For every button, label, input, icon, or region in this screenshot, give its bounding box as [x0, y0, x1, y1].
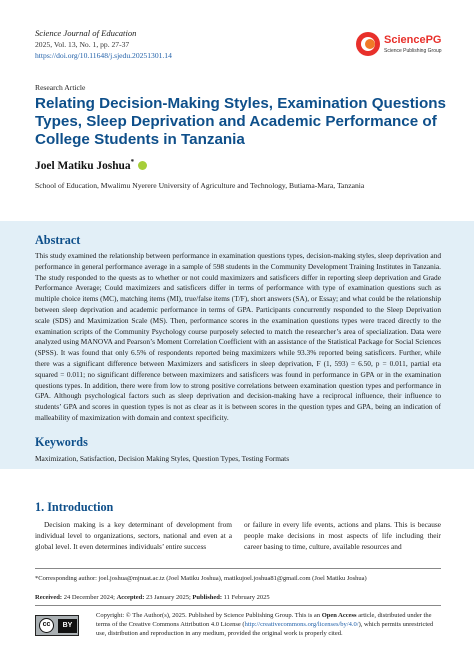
introduction-heading: 1. Introduction: [35, 500, 114, 514]
copyright-part-3: ), which permits unrestricted use, distribution and reproduction in any medium, provided the original work is properly cited.: [96, 620, 434, 637]
article-type: Research Article: [35, 83, 86, 92]
published-date: 11 February 2025: [223, 594, 270, 601]
corresponding-label: *Corresponding author:: [35, 575, 97, 582]
author-line: [35, 158, 147, 172]
sciencepg-logo-icon: [355, 31, 381, 57]
cc-by-license-icon[interactable]: [35, 615, 79, 636]
journal-name: Science Journal of Education: [35, 28, 137, 38]
publisher-name: SciencePG: [384, 34, 442, 46]
abstract-text: This study examined the relationship between performance in examination questions types, decision-making styles, sleep deprivation and performance in general performance average in a sample of 598 students in the Community Development Training Institutes in Tanzania. The study responded to the quests as to whether or not could maximizers and satisficers differ in reporting sleep deprivation and Grade Performance Average; Could maximizers and satisficers differ in terms of performance with type of examination questions such as multiple choice items (MC), matching items (MI), true/false items (T/F), short answers (SA), or Essay; and what could be the relationship between sleep deprivation and academic performance in terms of GPA. Participants concurrently responded to the Sleep Deprivation scale (SDS) and Maximization Scale (MS). Then, performance scores in the examination questions types were traced directly to the examination scripts of the Community Psychology course purposely selected to match the researcher’s area of specialization. Data were analyzed using MANOVA and Pearson’s Moment Correlation Coefficient with an assistance of the Statistical Package for Social Sciences (SPSS). It was found that only 6.5% of respondents reported being maximizers while 93.3% reported being satisficers. Further, while there was a significant difference between Maximizers and satisficers in sleep deprivation, F (1, 593) = 6.50, p = 0.011, partial eta squared = 0.011; no significant difference between maximizers and satisficers was found in performance in GPA or in the examination questions types. In addition, there were from low to strong positive correlations between examination question types and performance in GPA. Although psychological factors such as sleep deprivation and decision-making have a reciprocal influence, their influence to students’ GPA and scores in question types is not as clear as it is between scores in the question types and GPA, being an indication of malleability of maximization with domain and context specificity.: [35, 251, 441, 422]
received-label: Received:: [35, 594, 63, 601]
introduction-right-column: or failure in every life events, actions and plans. This is because people make decisions in most aspects of life including their career basing to time, culture, available resources and: [244, 520, 441, 551]
abstract-heading: Abstract: [35, 233, 81, 247]
license-link[interactable]: http://creativecommons.org/licenses/by/4.0/: [244, 620, 359, 628]
copyright-part-2: article, distributed under the terms of the Creative Commons Attribution 4.0 License (: [96, 612, 432, 628]
publisher-subtitle: Science Publishing Group: [384, 48, 442, 54]
corresponding-emails[interactable]: joel.joshua@mjnuat.ac.tz (Joel Matiku Joshua), matikujoel.joshua81@gmail.com (Joel Matiku Joshua): [98, 575, 367, 582]
keywords-heading: Keywords: [35, 435, 88, 449]
corresponding-footnote: [35, 575, 367, 582]
copyright-part-1: Copyright: © The Author(s), 2025. Published by Science Publishing Group. This is an: [96, 612, 321, 619]
author-name[interactable]: Joel Matiku Joshua: [35, 159, 131, 172]
article-title: Relating Decision-Making Styles, Examination Questions Types, Sleep Deprivation and Academic Performance of College Students in Tanzania: [35, 95, 446, 148]
accepted-label: Accepted:: [116, 594, 145, 601]
volume-info: 2025, Vol. 13, No. 1, pp. 27-37: [35, 40, 130, 49]
keywords-text: Maximization, Satisfaction, Decision Making Styles, Question Types, Testing Formats: [35, 454, 290, 463]
doi-link[interactable]: https://doi.org/10.11648/j.sjedu.20251301.14: [35, 51, 172, 60]
introduction-left-column: Decision making is a key determinant of development from individual level to organizations, sectors, national and even at a global level. It even determines individuals’ entire success: [35, 520, 232, 551]
publication-dates: [35, 594, 270, 601]
copyright-notice: [96, 612, 441, 638]
orcid-icon[interactable]: [138, 161, 147, 170]
doi-line: [35, 51, 172, 60]
cc-mark: cc: [39, 618, 54, 633]
affiliation: School of Education, Mwalimu Nyerere University of Agriculture and Technology, Butiama-Mara, Tanzania: [35, 181, 365, 190]
accepted-date: 23 January 2025;: [146, 594, 191, 601]
corresponding-mark: *: [130, 158, 135, 166]
published-label: Published:: [192, 594, 223, 601]
footer-divider: [35, 605, 441, 606]
open-access-label: Open Access: [321, 612, 357, 619]
by-mark: BY: [58, 619, 77, 633]
received-date: 24 December 2024;: [63, 594, 115, 601]
footnote-divider: [35, 568, 441, 569]
publisher-logo[interactable]: [355, 31, 445, 57]
